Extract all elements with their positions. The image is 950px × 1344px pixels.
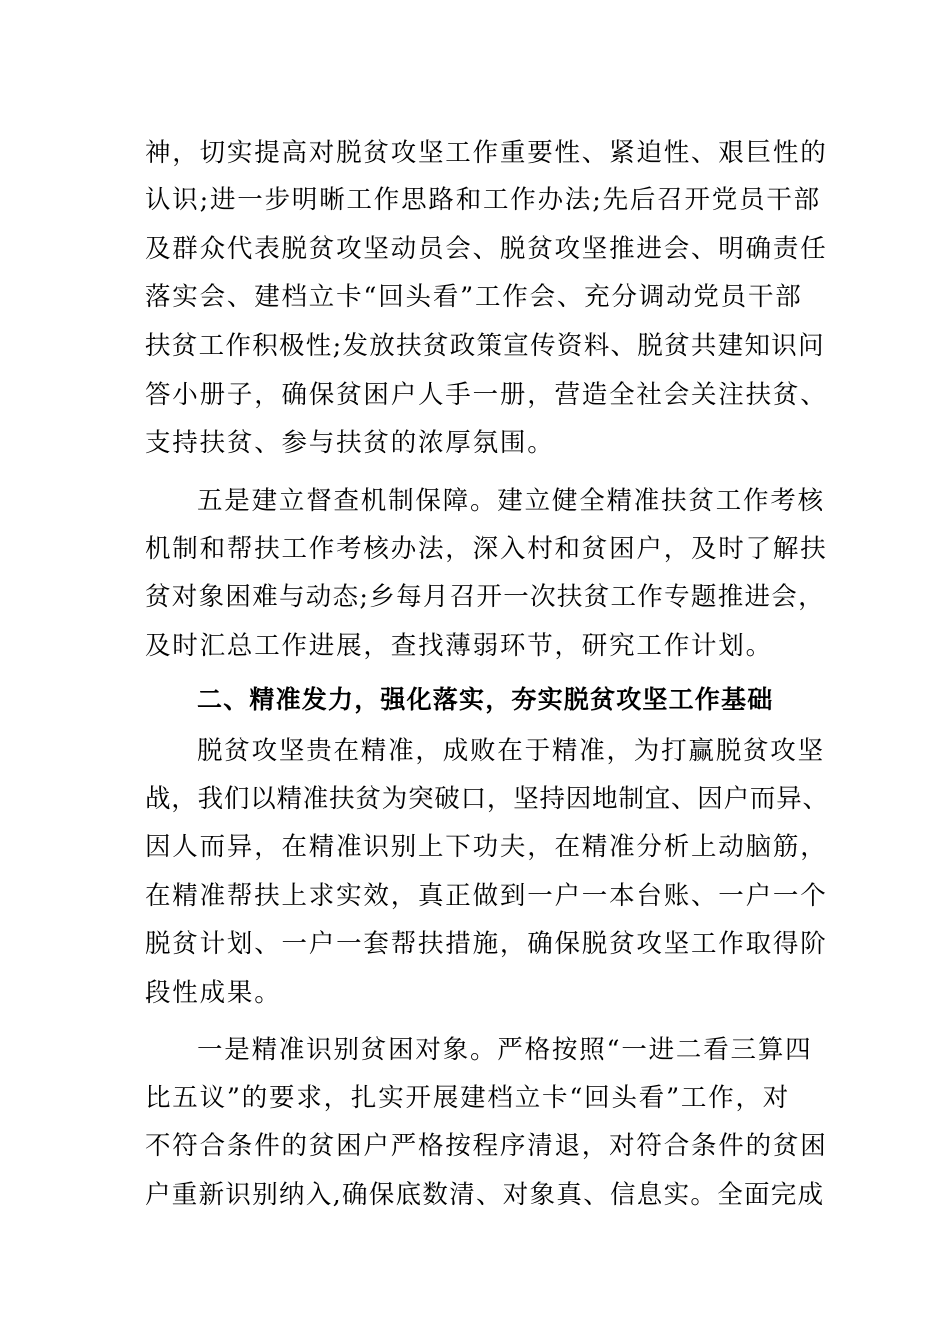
paragraph-first-line: 脱贫攻坚贵在精准，成败在于精准，为打赢脱贫攻坚	[197, 736, 825, 766]
text-line: 认识;进一步明晰工作思路和工作办法;先后召开党员干部	[145, 185, 821, 215]
text-line: 比五议”的要求，扎实开展建档立卡“回头看”工作，对	[145, 1083, 791, 1113]
section-heading: 二、精准发力，强化落实，夯实脱贫攻坚工作基础	[197, 685, 774, 714]
text-line: 不符合条件的贫困户严格按程序清退，对符合条件的贫困	[145, 1131, 828, 1161]
text-line: 落实会、建档立卡“回头看”工作会、充分调动党员干部	[145, 282, 803, 312]
paragraph-first-line: 一是精准识别贫困对象。严格按照“一进二看三算四	[197, 1035, 813, 1065]
paragraph-first-line: 五是建立督查机制保障。建立健全精准扶贫工作考核	[197, 486, 825, 516]
text-line: 贫对象困难与动态;乡每月召开一次扶贫工作专题推进会，	[145, 582, 825, 612]
text-line: 在精准帮扶上求实效，真正做到一户一本台账、一户一个	[145, 881, 828, 911]
text-line: 脱贫计划、一户一套帮扶措施，确保脱贫攻坚工作取得阶	[145, 929, 828, 959]
text-line: 战，我们以精准扶贫为突破口，坚持因地制宜、因户而异、	[145, 784, 829, 814]
text-line: 神，切实提高对脱贫攻坚工作重要性、紧迫性、艰巨性的	[145, 138, 828, 168]
text-line: 因人而异，在精准识别上下功夫，在精准分析上动脑筋，	[145, 832, 828, 862]
text-line: 及时汇总工作进展，查找薄弱环节，研究工作计划。	[145, 631, 773, 661]
text-line: 段性成果。	[145, 978, 282, 1008]
text-line: 机制和帮扶工作考核办法，深入村和贫困户，及时了解扶	[145, 534, 828, 564]
text-line: 户重新识别纳入,确保底数清、对象真、信息实。全面完成	[145, 1180, 825, 1210]
text-line: 答小册子，确保贫困户人手一册，营造全社会关注扶贫、	[145, 380, 828, 410]
text-line: 及群众代表脱贫攻坚动员会、脱贫攻坚推进会、明确责任	[145, 234, 828, 264]
text-line: 扶贫工作积极性;发放扶贫政策宣传资料、脱贫共建知识问	[145, 331, 825, 361]
text-line: 支持扶贫、参与扶贫的浓厚氛围。	[145, 428, 555, 458]
